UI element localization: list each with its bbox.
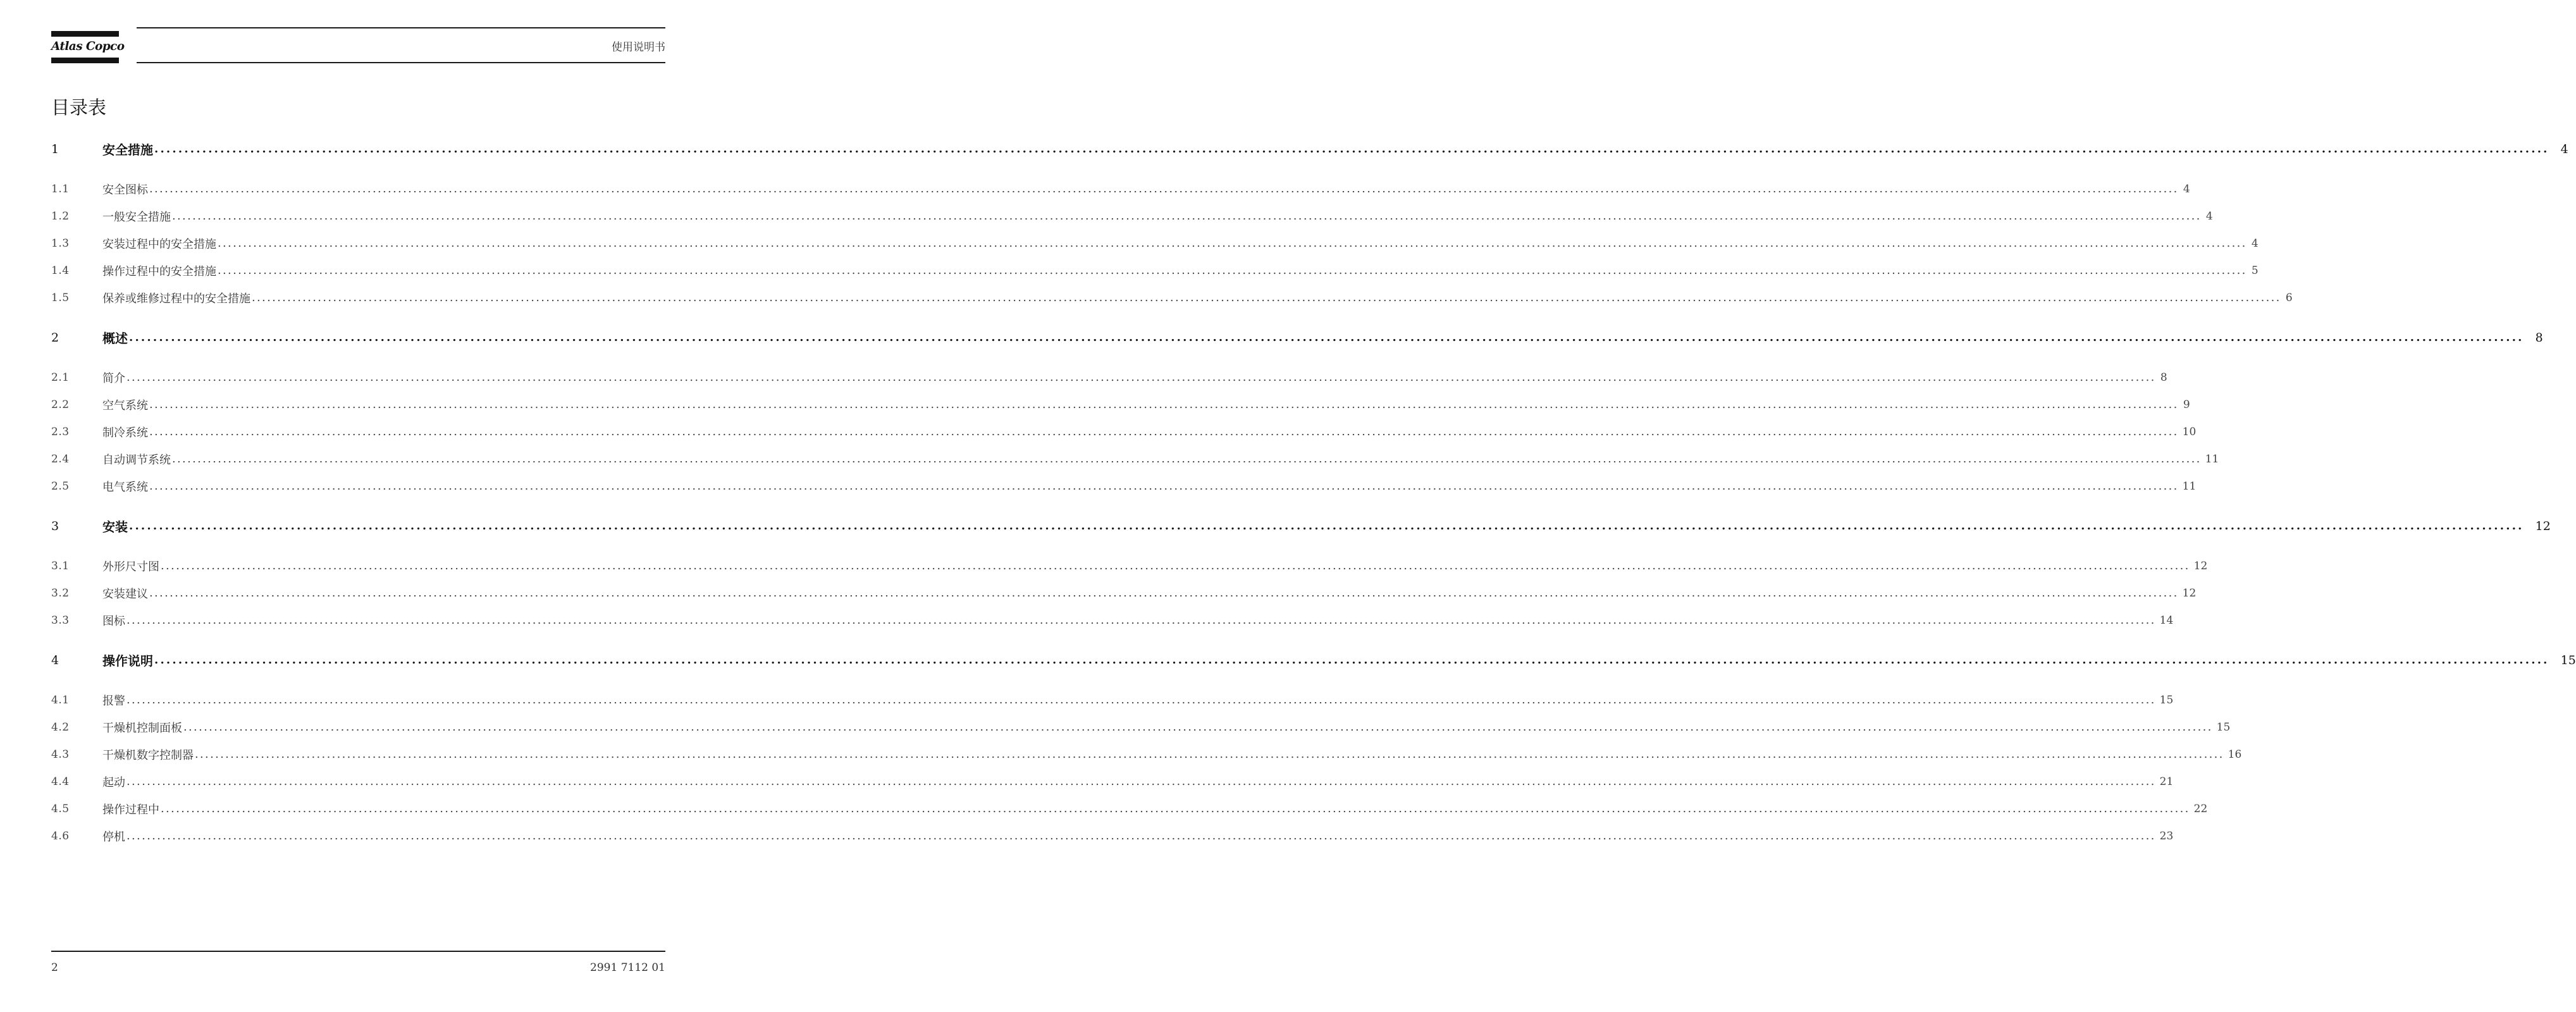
toc-dot-leader: ................................................................................................................................................................................................................................................................................................................................................................................................................ (149, 182, 2179, 195)
toc-entry-label: 图标 (102, 614, 125, 628)
toc-entry-label: 安全图标 (102, 183, 148, 197)
toc-entry-page: 4 (2205, 209, 2213, 223)
toc-entry-label: 概述 (102, 331, 128, 346)
toc-entry-page: 11 (2205, 452, 2219, 466)
toc-section-entry[interactable] (51, 741, 2242, 768)
toc-section-entry[interactable] (51, 768, 2174, 795)
toc-entry-number: 2.5 (51, 479, 70, 493)
footer-page-number: 2 (51, 961, 58, 974)
toc-dot-leader: ................................................................................................................................................................................................................................................................................................................................................................................................................ (149, 397, 2179, 411)
logo-bottom-bar (51, 58, 119, 63)
toc-dot-leader: ................................................................................................................................................................................................................................................................................................................................................................................................................ (195, 747, 2224, 761)
toc-dot-leader: ................................................................................................................................................................................................................................................................................................................................................................................................................ (129, 519, 2524, 533)
toc-entry-page: 9 (2183, 398, 2190, 411)
toc-entry-page: 15 (2159, 693, 2174, 707)
toc-section-entry[interactable] (51, 795, 2208, 822)
toc-section-entry[interactable] (51, 202, 2213, 230)
toc-entry-number: 1.2 (51, 209, 70, 223)
toc-entry-number: 1.5 (51, 291, 70, 304)
toc-entry-page: 10 (2182, 425, 2197, 438)
toc-dot-leader: ................................................................................................................................................................................................................................................................................................................................................................................................................ (172, 209, 2202, 223)
toc-entry-number: 2.2 (51, 398, 70, 411)
toc-entry-label: 起动 (102, 775, 125, 789)
toc-entry-number: 1.4 (51, 264, 70, 277)
toc-entry-number: 4.4 (51, 775, 70, 788)
toc-entry-page: 21 (2159, 775, 2174, 788)
toc-entry-page: 16 (2228, 748, 2242, 761)
toc-entry-label: 安装过程中的安全措施 (102, 237, 216, 251)
document-type: 使用说明书 (612, 41, 665, 54)
toc-section-entry[interactable] (51, 822, 2174, 849)
toc-dot-leader: ................................................................................................................................................................................................................................................................................................................................................................................................................ (126, 774, 2156, 788)
toc-entry-label: 干燥机控制面板 (102, 721, 182, 735)
toc-entry-number: 1.3 (51, 237, 70, 250)
toc-dot-leader: ................................................................................................................................................................................................................................................................................................................................................................................................................ (154, 653, 2549, 667)
toc-dot-leader: ................................................................................................................................................................................................................................................................................................................................................................................................................ (161, 558, 2190, 572)
toc-dot-leader: ................................................................................................................................................................................................................................................................................................................................................................................................................ (126, 370, 2156, 384)
toc-section-entry[interactable] (51, 607, 2174, 634)
toc-dot-leader: ................................................................................................................................................................................................................................................................................................................................................................................................................ (126, 693, 2156, 707)
toc-entry-number: 3.2 (51, 586, 70, 600)
toc-entry-number: 1.1 (51, 182, 70, 195)
toc-entry-number: 4.5 (51, 802, 70, 815)
toc-entry-label: 停机 (102, 830, 125, 844)
toc-entry-page: 8 (2535, 330, 2543, 345)
toc-dot-leader: ................................................................................................................................................................................................................................................................................................................................................................................................................ (149, 586, 2179, 600)
toc-section-entry[interactable] (51, 686, 2174, 713)
toc-section-entry[interactable] (51, 257, 2259, 284)
toc-section-entry[interactable] (51, 472, 2197, 500)
toc-entry-label: 操作过程中 (102, 803, 159, 817)
toc-dot-leader: ................................................................................................................................................................................................................................................................................................................................................................................................................ (129, 330, 2524, 344)
toc-entry-label: 电气系统 (102, 480, 148, 494)
footer-document-number: 2991 7112 01 (590, 961, 665, 974)
table-of-contents (51, 135, 2576, 849)
toc-entry-number: 3 (51, 519, 59, 533)
toc-section-entry[interactable] (51, 445, 2219, 472)
toc-dot-leader: ................................................................................................................................................................................................................................................................................................................................................................................................................ (149, 424, 2179, 438)
toc-entry-label: 简介 (102, 371, 125, 385)
toc-entry-number: 2 (51, 330, 59, 345)
toc-section-entry[interactable] (51, 175, 2190, 202)
toc-entry-label: 一般安全措施 (102, 210, 171, 224)
toc-entry-label: 制冷系统 (102, 426, 148, 440)
toc-entry-label: 安装 (102, 519, 128, 534)
toc-chapter-entry[interactable] (51, 646, 2576, 674)
footer-rule (51, 951, 665, 952)
toc-entry-label: 自动调节系统 (102, 453, 171, 467)
toc-dot-leader: ................................................................................................................................................................................................................................................................................................................................................................................................................ (183, 720, 2213, 734)
toc-dot-leader: ................................................................................................................................................................................................................................................................................................................................................................................................................ (154, 142, 2549, 156)
toc-dot-leader: ................................................................................................................................................................................................................................................................................................................................................................................................................ (149, 479, 2179, 493)
toc-entry-label: 报警 (102, 694, 125, 708)
toc-entry-label: 操作过程中的安全措施 (102, 264, 216, 278)
toc-entry-label: 保养或维修过程中的安全措施 (102, 292, 250, 305)
toc-entry-page: 11 (2182, 479, 2197, 493)
toc-entry-label: 安装建议 (102, 587, 148, 601)
toc-entry-number: 1 (51, 142, 59, 156)
header-rule-bottom (137, 62, 665, 63)
toc-section-entry[interactable] (51, 713, 2231, 741)
toc-section-entry[interactable] (51, 579, 2197, 607)
toc-entry-page: 22 (2193, 802, 2208, 815)
toc-entry-label: 空气系统 (102, 398, 148, 412)
toc-entry-page: 12 (2182, 586, 2197, 600)
toc-dot-leader: ................................................................................................................................................................................................................................................................................................................................................................................................................ (126, 829, 2156, 842)
toc-entry-number: 4 (51, 653, 59, 667)
toc-section-entry[interactable] (51, 552, 2208, 579)
toc-entry-number: 4.1 (51, 693, 70, 707)
toc-chapter-entry[interactable] (51, 135, 2568, 163)
toc-section-entry[interactable] (51, 230, 2259, 257)
toc-entry-page: 5 (2251, 264, 2259, 277)
toc-entry-label: 干燥机数字控制器 (102, 748, 194, 762)
header-rule-top (137, 27, 665, 28)
toc-section-entry[interactable] (51, 364, 2167, 391)
toc-entry-number: 3.1 (51, 559, 70, 572)
toc-entry-label: 操作说明 (102, 653, 153, 669)
toc-entry-label: 安全措施 (102, 142, 153, 157)
toc-entry-number: 3.3 (51, 614, 70, 627)
toc-dot-leader: ................................................................................................................................................................................................................................................................................................................................................................................................................ (218, 263, 2247, 277)
toc-entry-number: 4.2 (51, 720, 70, 734)
toc-dot-leader: ................................................................................................................................................................................................................................................................................................................................................................................................................ (161, 801, 2190, 815)
toc-entry-page: 23 (2159, 829, 2174, 842)
toc-entry-page: 4 (2560, 142, 2568, 156)
toc-entry-number: 2.1 (51, 371, 70, 384)
toc-dot-leader: ................................................................................................................................................................................................................................................................................................................................................................................................................ (172, 452, 2202, 466)
toc-entry-label: 外形尺寸图 (102, 560, 159, 574)
toc-chapter-entry[interactable] (51, 324, 2543, 351)
toc-section-entry[interactable] (51, 284, 2293, 311)
logo-wordmark: Atlas Copco (51, 40, 125, 53)
toc-entry-page: 15 (2216, 720, 2231, 734)
logo-top-bar (51, 31, 119, 37)
toc-dot-leader: ................................................................................................................................................................................................................................................................................................................................................................................................................ (218, 236, 2247, 250)
toc-section-entry[interactable] (51, 391, 2190, 418)
toc-entry-number: 4.3 (51, 748, 70, 761)
toc-entry-number: 4.6 (51, 829, 70, 842)
toc-section-entry[interactable] (51, 418, 2197, 445)
toc-entry-page: 4 (2183, 182, 2190, 195)
toc-entry-page: 8 (2160, 371, 2167, 384)
toc-entry-number: 2.3 (51, 425, 70, 438)
toc-dot-leader: ................................................................................................................................................................................................................................................................................................................................................................................................................ (252, 290, 2281, 304)
toc-entry-number: 2.4 (51, 452, 70, 466)
toc-entry-page: 14 (2159, 614, 2174, 627)
toc-dot-leader: ................................................................................................................................................................................................................................................................................................................................................................................................................ (126, 613, 2156, 627)
toc-entry-page: 12 (2535, 519, 2551, 533)
toc-chapter-entry[interactable] (51, 512, 2551, 540)
toc-entry-page: 4 (2251, 237, 2259, 250)
page-title: 目录表 (51, 97, 107, 118)
atlas-copco-logo (51, 29, 125, 65)
toc-entry-page: 15 (2560, 653, 2576, 667)
toc-entry-page: 6 (2285, 291, 2293, 304)
toc-entry-page: 12 (2193, 559, 2208, 572)
